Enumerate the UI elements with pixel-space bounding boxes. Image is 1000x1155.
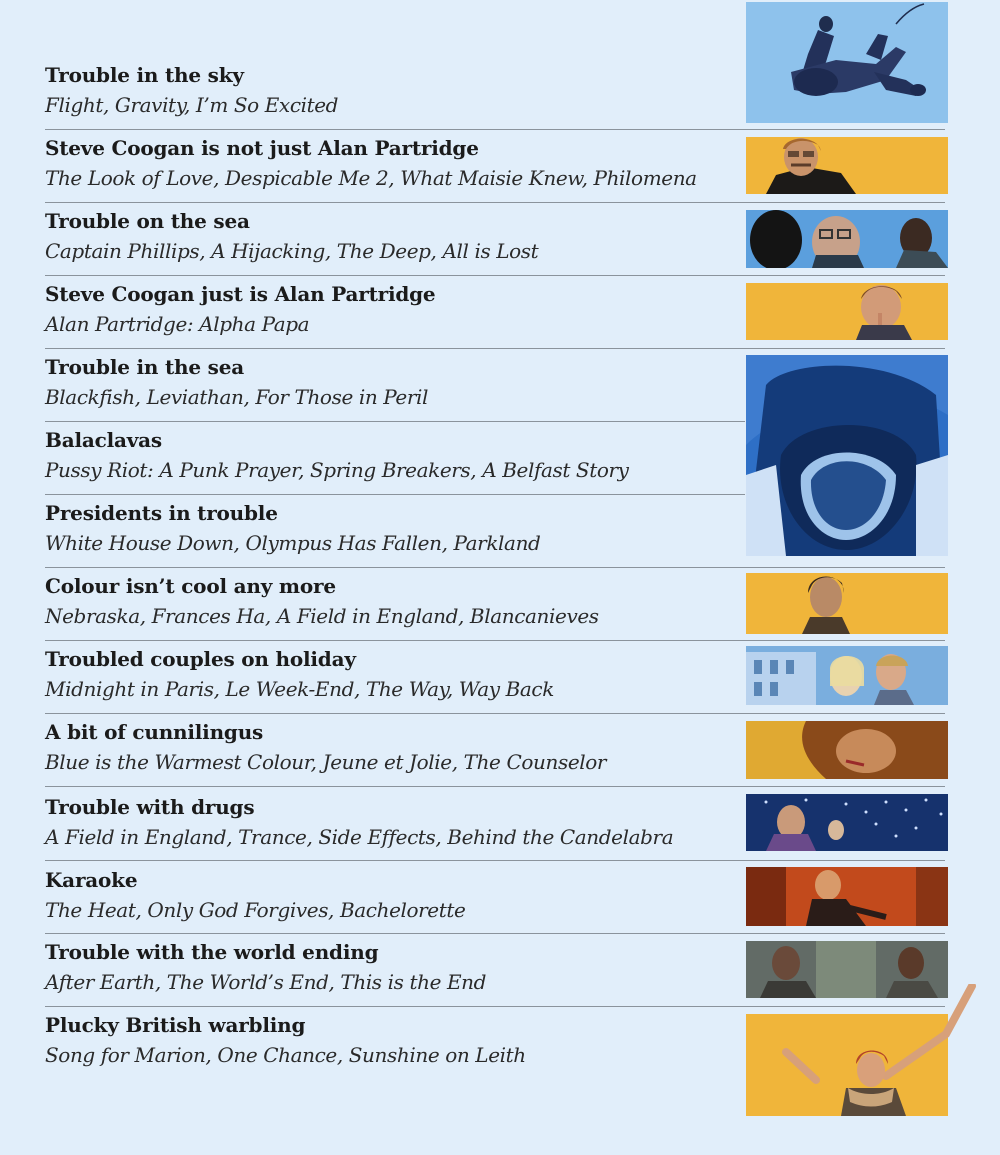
trend-title: Steve Coogan just is Alan Partridge [45,282,436,306]
trend-title: Colour isn’t cool any more [45,574,336,598]
trend-title: Karaoke [45,868,138,892]
trend-films: Nebraska, Frances Ha, A Field in England, Blancanieves [45,604,599,628]
trend-films: Midnight in Paris, Le Week-End, The Way, Way Back [45,677,554,701]
trend-films: Flight, Gravity, I’m So Excited [45,93,339,117]
trend-title: Troubled couples on holiday [45,647,356,671]
captain-phillips-image [746,210,948,268]
partridge-image [746,283,948,340]
orca-image [746,355,948,556]
trend-title: Trouble in the sky [45,63,244,87]
trend-title: Presidents in trouble [45,501,278,525]
trend-title: Trouble with drugs [45,795,255,819]
divider [45,494,745,495]
midnight-in-paris-image [746,646,948,705]
karaoke-image [746,867,948,926]
divider [45,348,945,349]
trend-films: After Earth, The World’s End, This is the End [45,970,487,994]
trend-films: The Look of Love, Despicable Me 2, What Maisie Knew, Philomena [45,166,697,190]
trend-title: Steve Coogan is not just Alan Partridge [45,136,479,160]
astronaut-image [746,2,948,123]
trend-films: Blackfish, Leviathan, For Those in Peril [45,385,429,409]
trend-films: A Field in England, Trance, Side Effects, Behind the Candelabra [45,825,674,849]
trend-title: Trouble in the sea [45,355,245,379]
trend-title: Plucky British warbling [45,1013,306,1037]
trend-title: Balaclavas [45,428,162,452]
trend-films: Pussy Riot: A Punk Prayer, Spring Breakers, A Belfast Story [45,458,629,482]
divider [45,713,945,714]
divider [45,275,945,276]
divider [45,860,945,861]
divider [45,129,945,130]
trend-title: Trouble on the sea [45,209,250,233]
trend-films: Captain Phillips, A Hijacking, The Deep, All is Lost [45,239,539,263]
coogan-image [746,137,948,194]
trend-films: Alan Partridge: Alpha Papa [45,312,310,336]
blue-warmest-image [746,721,948,779]
trend-title: Trouble with the world ending [45,940,379,964]
sunshine-leith-image [746,1014,948,1116]
divider [45,640,945,641]
divider [45,567,945,568]
divider [45,933,945,934]
divider [45,202,945,203]
trend-films: Blue is the Warmest Colour, Jeune et Jolie, The Counselor [45,750,607,774]
trend-title: A bit of cunnilingus [45,720,264,744]
trend-films: White House Down, Olympus Has Fallen, Parkland [45,531,541,555]
frances-ha-image [746,573,948,634]
divider [45,421,745,422]
divider [45,786,945,787]
trend-films: The Heat, Only God Forgives, Bachelorette [45,898,466,922]
candelabra-image [746,794,948,851]
trend-films: Song for Marion, One Chance, Sunshine on Leith [45,1043,526,1067]
